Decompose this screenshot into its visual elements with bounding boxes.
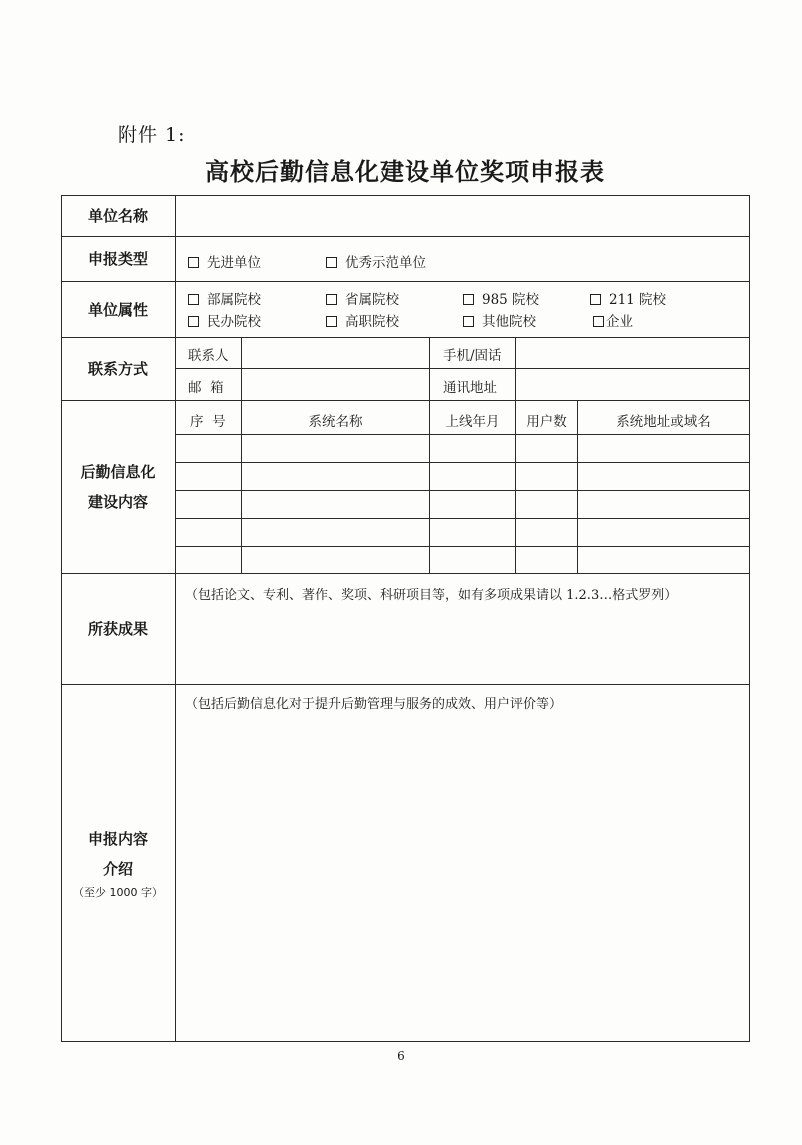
- checkbox[interactable]: [326, 294, 337, 305]
- systems-label-line1: 后勤信息化: [80, 463, 156, 481]
- option-advanced-unit[interactable]: 先进单位: [188, 251, 261, 271]
- contact-label: 联系方式: [87, 360, 148, 378]
- form-title: 高校后勤信息化建设单位奖项申报表: [205, 157, 605, 186]
- col-system-name-header: 系统名称: [308, 414, 363, 430]
- unit-attr-label: 单位属性: [87, 300, 148, 319]
- email-label: 邮 箱: [188, 380, 224, 396]
- address-field[interactable]: [516, 369, 749, 400]
- table-right-border: [749, 195, 750, 1042]
- checkbox[interactable]: [326, 316, 337, 327]
- checkbox[interactable]: [326, 257, 337, 268]
- checkbox[interactable]: [188, 257, 199, 268]
- attachment-label: 附件 1:: [118, 124, 186, 146]
- achievements-hint: （包括论文、专利、著作、奖项、科研项目等，如有多项成果请以 1.2.3…格式罗列）: [185, 588, 678, 603]
- col-address-header: 系统地址或域名: [616, 414, 711, 430]
- checkbox[interactable]: [463, 294, 474, 305]
- col-launch-date-header: 上线年月: [445, 414, 500, 430]
- systems-row-line: [175, 518, 750, 519]
- systems-header-line: [175, 434, 750, 435]
- checkbox[interactable]: [590, 294, 601, 305]
- intro-label-line2: 介绍: [102, 860, 133, 878]
- intro-hint: （包括后勤信息化对于提升后勤管理与服务的成效、用户评价等）: [185, 697, 563, 712]
- col-seq-header: 序 号: [190, 414, 226, 430]
- option-other-university[interactable]: 其他院校: [463, 310, 536, 330]
- option-vocational-college[interactable]: 高职院校: [326, 310, 399, 330]
- checkbox[interactable]: [188, 316, 199, 327]
- systems-row-line: [175, 490, 750, 491]
- intro-label-line1: 申报内容: [87, 830, 148, 848]
- systems-row-line: [175, 546, 750, 547]
- address-label: 通讯地址: [443, 380, 497, 396]
- intro-label-note: （至少 1000 字）: [73, 886, 163, 899]
- systems-label-line2: 建设内容: [87, 493, 148, 511]
- checkbox[interactable]: [593, 316, 604, 327]
- option-exemplary-unit[interactable]: 优秀示范单位: [326, 251, 426, 271]
- email-field[interactable]: [242, 369, 429, 400]
- contact-person-label: 联系人: [188, 348, 229, 364]
- phone-label: 手机/固话: [443, 348, 502, 364]
- checkbox[interactable]: [188, 294, 199, 305]
- option-985-university[interactable]: 985 院校: [463, 288, 539, 308]
- checkbox[interactable]: [463, 316, 474, 327]
- option-211-university[interactable]: 211 院校: [590, 288, 666, 308]
- option-private-university[interactable]: 民办院校: [188, 310, 261, 330]
- contact-col-line: [429, 337, 430, 400]
- contact-person-field[interactable]: [242, 338, 429, 368]
- achievements-field[interactable]: [176, 606, 749, 683]
- page-number: 6: [397, 1049, 405, 1063]
- report-type-label: 申报类型: [87, 250, 148, 268]
- unit-name-field[interactable]: [176, 196, 749, 236]
- option-ministry-university[interactable]: 部属院校: [188, 288, 261, 308]
- col-users-header: 用户数: [526, 414, 567, 430]
- phone-field[interactable]: [516, 338, 749, 368]
- option-enterprise[interactable]: 企业: [593, 310, 633, 330]
- table-bottom-border: [61, 1041, 750, 1042]
- unit-name-label: 单位名称: [87, 207, 148, 225]
- intro-field[interactable]: [176, 716, 749, 1040]
- systems-label: [61, 401, 175, 573]
- achievements-label: 所获成果: [87, 620, 148, 638]
- intro-label: [61, 685, 175, 1041]
- option-provincial-university[interactable]: 省属院校: [326, 288, 399, 308]
- systems-row-line: [175, 462, 750, 463]
